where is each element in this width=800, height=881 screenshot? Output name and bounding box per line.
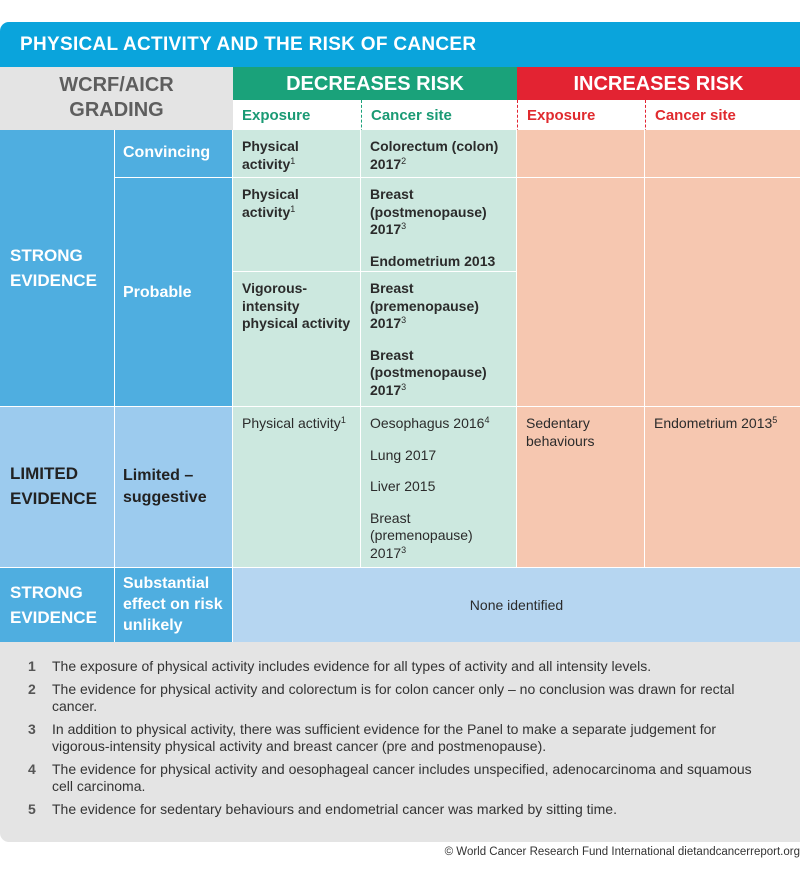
limited-increase-cancer-site bbox=[645, 407, 800, 568]
substantial-effect-text: Substantial effect on risk unlikely bbox=[123, 575, 223, 634]
strong-evidence-unlikely-text: STRONG EVIDENCE bbox=[10, 583, 97, 627]
limited-site-3-text: Liver 2015 bbox=[370, 478, 436, 494]
probable-site-2a-text: Breast (premenopause) 2017 bbox=[370, 280, 479, 331]
decrease-cancer-site-header: Cancer site bbox=[361, 100, 517, 152]
limited-decrease-exposure bbox=[233, 407, 361, 568]
strong-evidence-text: STRONG EVIDENCE bbox=[10, 246, 97, 290]
increase-cancer-site-header: Cancer site bbox=[645, 100, 800, 152]
limited-evidence-text: LIMITED EVIDENCE bbox=[10, 464, 97, 508]
footnote-ref: 3 bbox=[401, 315, 407, 325]
none-identified-cell bbox=[233, 568, 800, 642]
footnote-number: 1 bbox=[28, 658, 36, 674]
probable-exposure-1-text: Physical activity bbox=[242, 186, 299, 220]
matrix-title: PHYSICAL ACTIVITY AND THE RISK OF CANCER bbox=[0, 22, 800, 67]
probable-exposure-2 bbox=[233, 272, 361, 407]
footnote-ref: 4 bbox=[484, 415, 490, 425]
footnote-text: In addition to physical activity, there was sufficient evidence for the Panel to make a separate judgement for vigorous-intensity physical activity and breast cancer (pre and postmenopause). bbox=[52, 721, 717, 754]
limited-decrease-cancer-site bbox=[361, 407, 517, 568]
footnote-ref: 3 bbox=[401, 381, 407, 392]
limited-site-4-text: Breast (premenopause) 2017 bbox=[370, 509, 473, 561]
cancer-risk-matrix bbox=[0, 22, 800, 842]
convincing-label bbox=[115, 130, 233, 178]
probable-cancer-site-2 bbox=[361, 272, 517, 407]
footnote-ref: 2 bbox=[401, 155, 407, 166]
footnote-3 bbox=[28, 721, 800, 755]
footnote-ref: 1 bbox=[290, 155, 296, 166]
limited-decrease-exposure-text: Physical activity bbox=[242, 415, 341, 431]
limited-evidence-label bbox=[0, 407, 115, 568]
decreases-risk-header: DECREASES RISK bbox=[233, 67, 517, 122]
limited-suggestive-text: Limited – suggestive bbox=[123, 467, 207, 506]
convincing-cancer-site bbox=[361, 130, 517, 178]
strong-evidence-unlikely-label bbox=[0, 568, 115, 642]
limited-suggestive-label bbox=[115, 407, 233, 568]
probable-site-1a-text: Breast (postmenopause) 2017 bbox=[370, 186, 487, 237]
footnote-ref: 1 bbox=[290, 203, 296, 214]
none-identified-text: None identified bbox=[469, 597, 564, 613]
convincing-exposure bbox=[233, 130, 361, 178]
limited-site-1-text: Oesophagus 2016 bbox=[370, 415, 485, 431]
limited-increase-site-text: Endometrium 2013 bbox=[654, 415, 773, 431]
grading-header-text: WCRF/AICR GRADING bbox=[59, 74, 174, 121]
footnote-4 bbox=[28, 761, 800, 795]
footnote-1 bbox=[28, 658, 800, 675]
probable-site-1b-text: Endometrium 2013 bbox=[370, 252, 496, 269]
increase-probable-exposure bbox=[517, 178, 645, 407]
increases-risk-header: INCREASES RISK bbox=[517, 67, 800, 122]
footnote-ref: 3 bbox=[401, 544, 407, 555]
limited-increase-exposure bbox=[517, 407, 645, 568]
footnote-5 bbox=[28, 801, 800, 818]
probable-text: Probable bbox=[123, 284, 192, 301]
footnote-text: The evidence for sedentary behaviours and endometrial cancer was marked by sitting time. bbox=[52, 801, 617, 817]
probable-cancer-site-1 bbox=[361, 178, 517, 272]
probable-exposure-2-text: Vigorous-intensity physical activity bbox=[242, 280, 351, 331]
convincing-site-text: Colorectum (colon) 2017 bbox=[370, 138, 499, 172]
footnote-text: The evidence for physical activity and oesophageal cancer includes unspecified, adenocarcinoma and squamous cell carcinoma. bbox=[52, 761, 752, 794]
limited-site-2-text: Lung 2017 bbox=[370, 446, 437, 463]
strong-evidence-label bbox=[0, 130, 115, 407]
increase-probable-site bbox=[645, 178, 800, 407]
probable-exposure-1 bbox=[233, 178, 361, 272]
convincing-text: Convincing bbox=[123, 144, 211, 161]
footnote-number: 3 bbox=[28, 721, 36, 737]
footnotes bbox=[0, 658, 800, 824]
footnote-ref: 5 bbox=[772, 415, 778, 425]
footnote-number: 5 bbox=[28, 801, 36, 817]
footnote-ref: 3 bbox=[401, 221, 407, 231]
probable-site-2b-text: Breast (postmenopause) 2017 bbox=[370, 346, 487, 398]
substantial-effect-label bbox=[115, 568, 233, 642]
increase-convincing-site bbox=[645, 130, 800, 178]
increase-exposure-header: Exposure bbox=[517, 100, 645, 152]
footnote-text: The evidence for physical activity and colorectum is for colon cancer only – no conclusion was drawn for rectal cancer. bbox=[52, 681, 735, 714]
convincing-exposure-text: Physical activity bbox=[242, 138, 299, 172]
copyright-credit: © World Cancer Research Fund International dietandcancerreport.org bbox=[444, 846, 800, 858]
limited-increase-exposure-text: Sedentary behaviours bbox=[526, 415, 595, 449]
footnote-text: The exposure of physical activity includes evidence for all types of activity and all intensity levels. bbox=[52, 658, 652, 674]
decrease-exposure-header: Exposure bbox=[233, 100, 361, 152]
footnote-ref: 1 bbox=[340, 415, 346, 425]
probable-label bbox=[115, 178, 233, 407]
footnote-2 bbox=[28, 681, 800, 715]
footnote-number: 4 bbox=[28, 761, 36, 777]
increase-convincing-exposure bbox=[517, 130, 645, 178]
footnote-number: 2 bbox=[28, 681, 36, 697]
